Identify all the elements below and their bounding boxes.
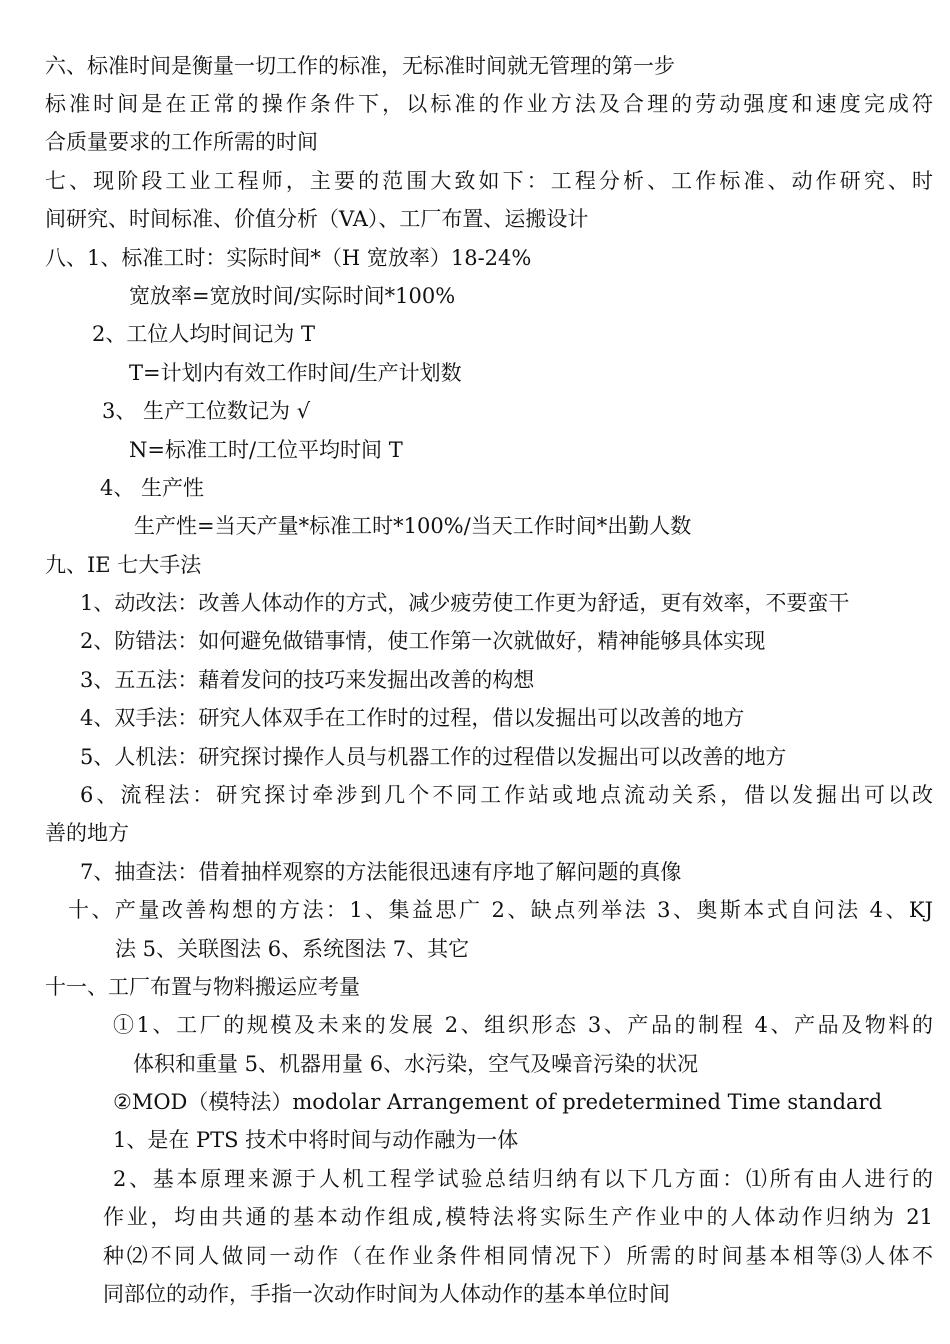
text-line-4: 七、现阶段工业工程师，主要的范围大致如下：工程分析、工作标准、动作研究、时	[45, 169, 933, 193]
text-line-13: 生产性=当天产量*标准工时*100%/当天工作时间*出勤人数	[134, 514, 692, 538]
text-line-19: 5、人机法：研究探讨操作人员与机器工作的过程借以发掘出可以改善的地方	[80, 745, 787, 769]
text-line-8: 2、工位人均时间记为 T	[92, 322, 316, 346]
text-line-30: 2、基本原理来源于人机工程学试验总结归纳有以下几方面：⑴所有由人进行的	[113, 1167, 933, 1191]
text-line-2: 标准时间是在正常的操作条件下，以标准的作业方法及合理的劳动强度和速度完成符	[45, 92, 933, 116]
text-line-21: 善的地方	[45, 821, 129, 845]
text-line-23: 十、产量改善构想的方法：1、集益思广 2、缺点列举法 3、奥斯本式自问法 4、KJ	[68, 898, 933, 922]
text-line-1: 六、标准时间是衡量一切工作的标准，无标准时间就无管理的第一步	[45, 54, 675, 78]
text-line-11: N=标准工时/工位平均时间 T	[129, 438, 403, 462]
text-line-9: T=计划内有效工作时间/生产计划数	[129, 361, 462, 385]
text-line-17: 3、五五法：藉着发问的技巧来发掘出改善的构想	[80, 668, 535, 692]
text-line-3: 合质量要求的工作所需的时间	[45, 130, 318, 154]
text-line-26: ①1、工厂的规模及未来的发展 2、组织形态 3、产品的制程 4、产品及物料的	[113, 1013, 933, 1037]
text-line-22: 7、抽查法：借着抽样观察的方法能很迅速有序地了解问题的真像	[80, 860, 682, 884]
text-line-5: 间研究、时间标准、价值分析（VA）、工厂布置、运搬设计	[45, 207, 589, 231]
text-line-32: 种⑵不同人做同一动作（在作业条件相同情况下）所需的时间基本相等⑶人体不	[103, 1244, 933, 1268]
text-line-18: 4、双手法：研究人体双手在工作时的过程，借以发掘出可以改善的地方	[80, 706, 745, 730]
text-line-29: 1、是在 PTS 技术中将时间与动作融为一体	[113, 1128, 519, 1152]
text-line-28: ②MOD（模特法）modolar Arrangement of predetermined Time standard	[113, 1090, 883, 1114]
text-line-14: 九、IE 七大手法	[45, 553, 202, 577]
text-line-16: 2、防错法：如何避免做错事情，使工作第一次就做好，精神能够具体实现	[80, 629, 766, 653]
text-line-7: 宽放率=宽放时间/实际时间*100%	[129, 284, 456, 308]
text-line-15: 1、动改法：改善人体动作的方式，减少疲劳使工作更为舒适，更有效率，不要蛮干	[80, 591, 850, 615]
text-line-24: 法 5、关联图法 6、系统图法 7、其它	[115, 937, 470, 961]
text-line-25: 十一、工厂布置与物料搬运应考量	[45, 975, 360, 999]
text-line-12: 4、 生产性	[100, 476, 205, 500]
text-line-20: 6、流程法：研究探讨牵涉到几个不同工作站或地点流动关系，借以发掘出可以改	[80, 783, 933, 807]
text-line-10: 3、 生产工位数记为 √	[102, 399, 311, 423]
text-line-31: 作业，均由共通的基本动作组成,模特法将实际生产作业中的人体动作归纳为 21	[103, 1205, 933, 1229]
text-line-6: 八、1、标准工时：实际时间*（H 宽放率）18-24%	[45, 246, 532, 270]
text-line-33: 同部位的动作，手指一次动作时间为人体动作的基本单位时间	[103, 1282, 670, 1306]
text-line-27: 体积和重量 5、机器用量 6、水污染，空气及噪音污染的状况	[133, 1052, 699, 1076]
